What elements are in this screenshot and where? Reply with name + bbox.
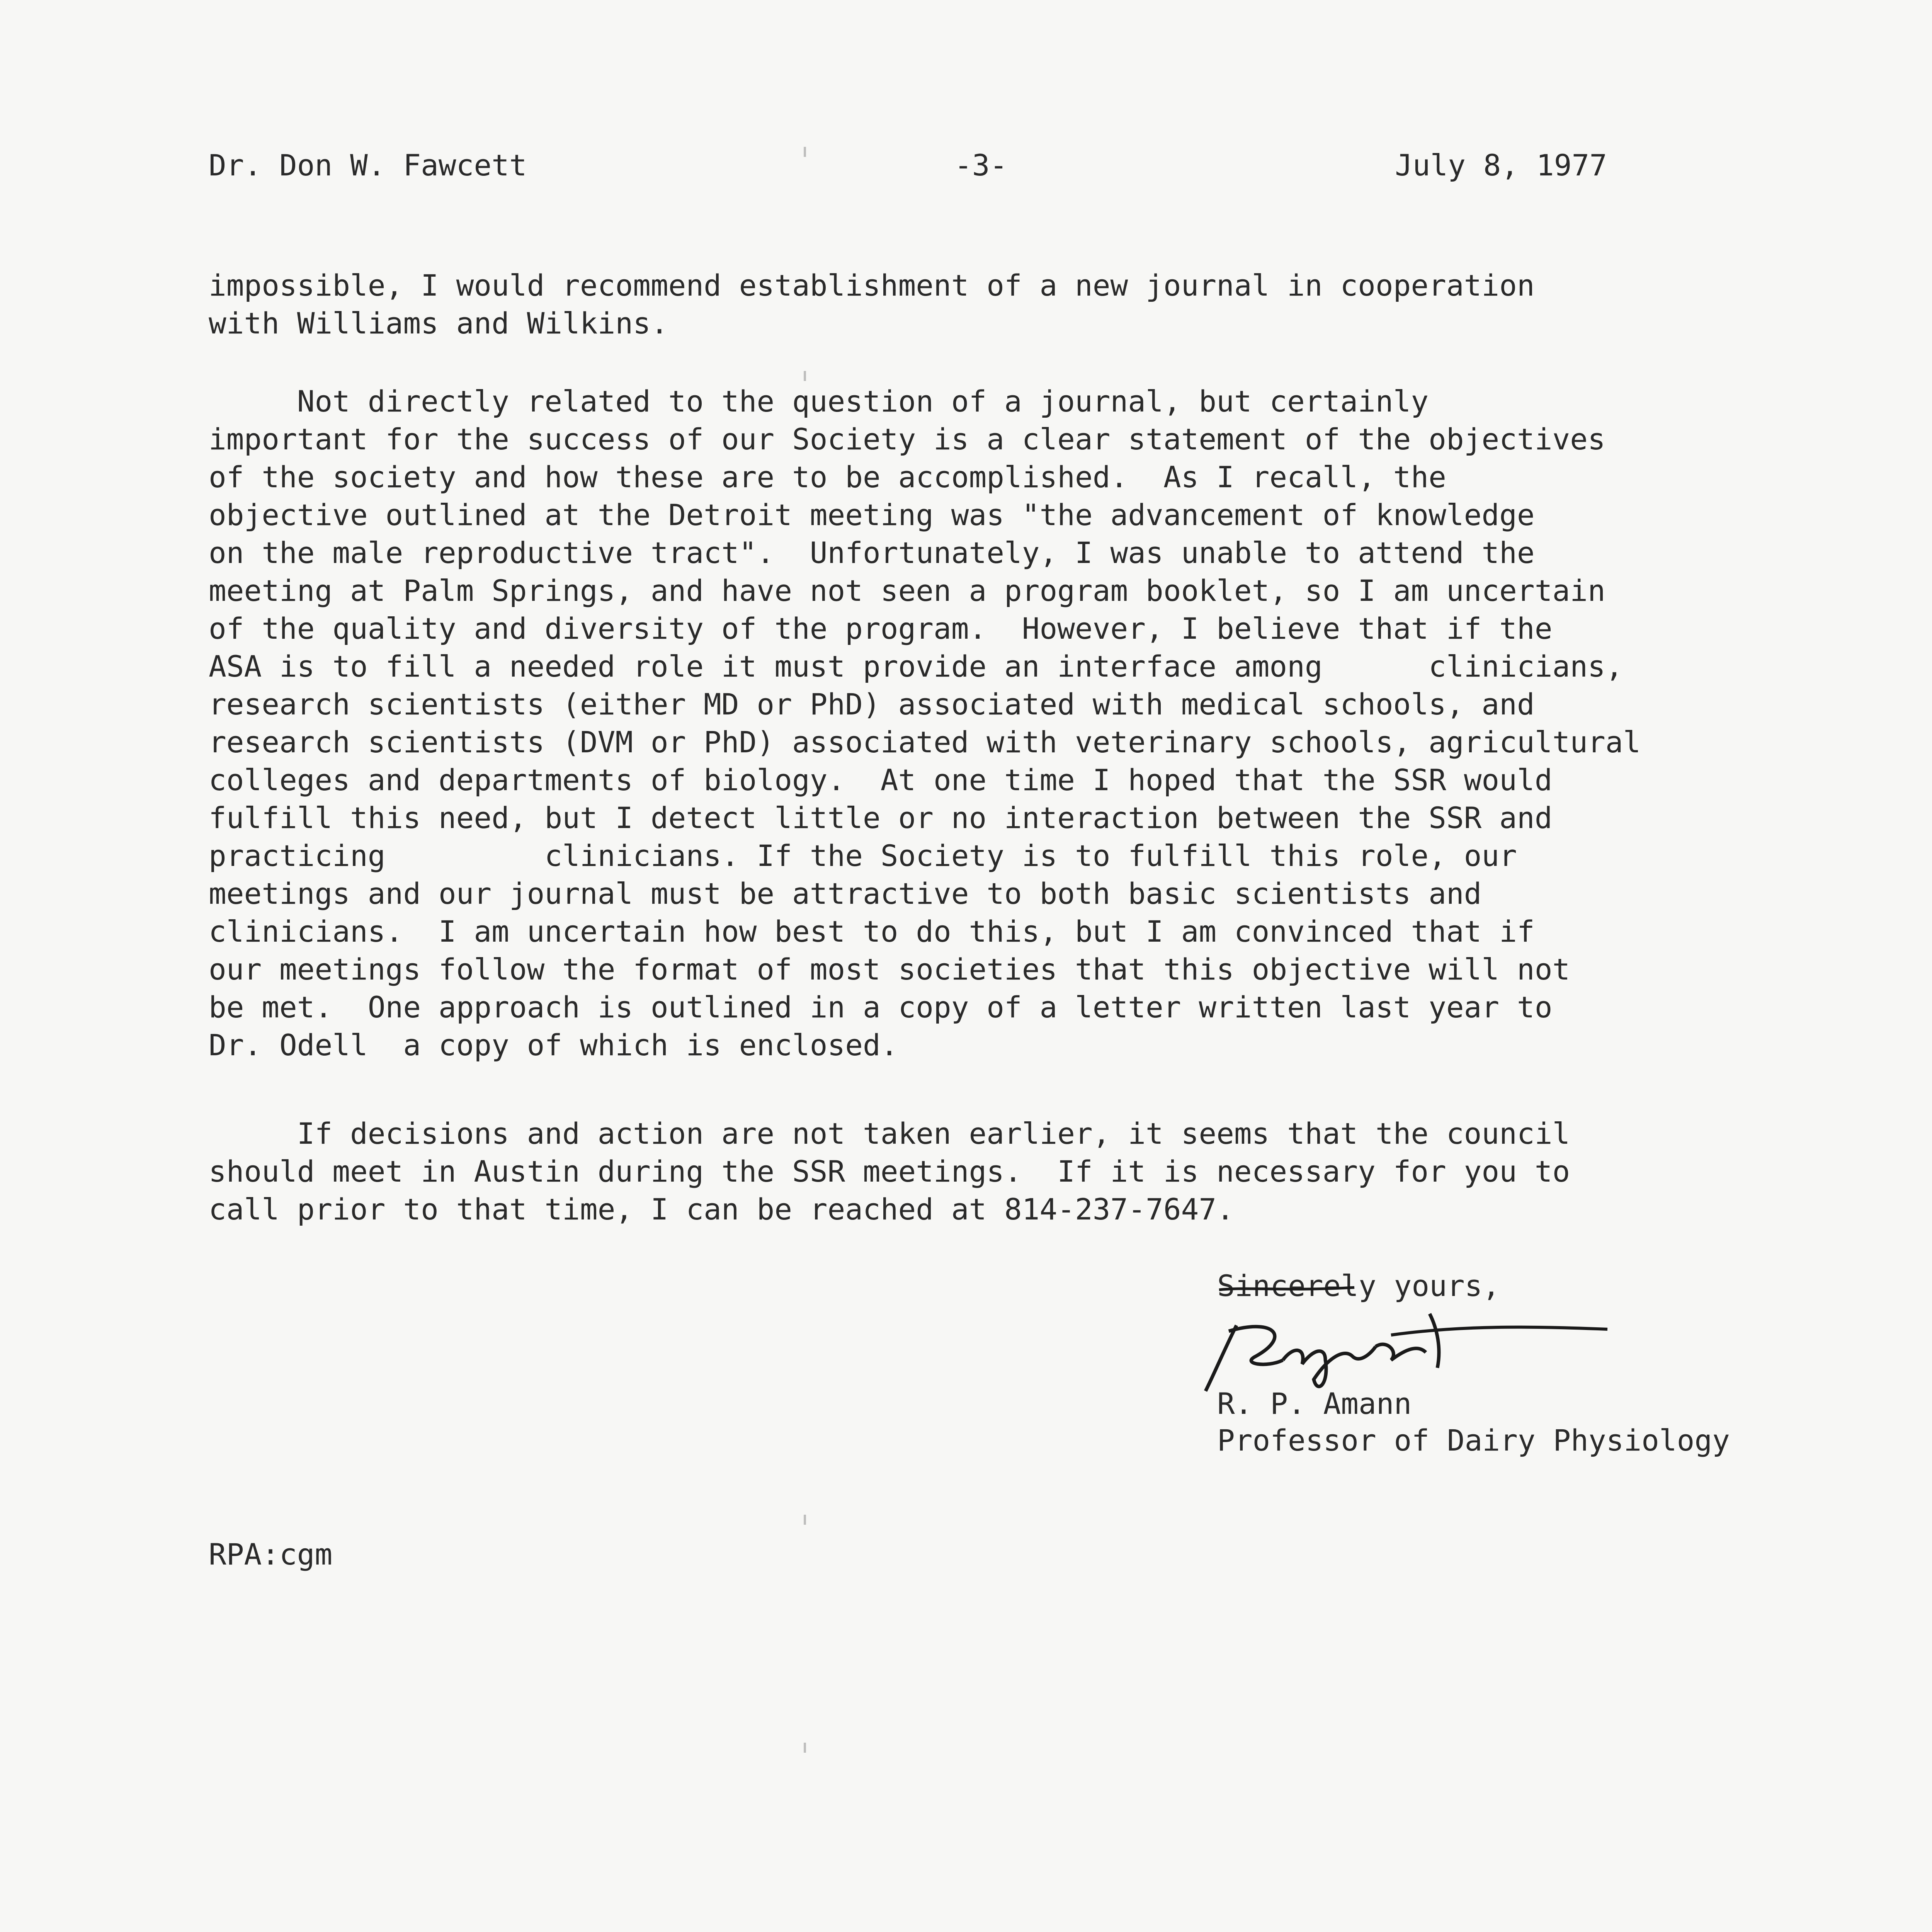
signer-title: Professor of Dairy Physiology [1217,1423,1730,1458]
header-date: July 8, 1977 [1395,148,1607,182]
body-paragraph-1: impossible, I would recommend establishment of a new journal in cooperation with Williams and Wilkins. [209,268,1535,340]
handwritten-signature [1190,1302,1615,1399]
closing-salutation: Sincerely yours, [1217,1269,1500,1303]
body-paragraph-3: If decisions and action are not taken earlier, it seems that the council should meet in Austin during the SSR meetings. If it is necessary for you to call prior to that time, I can be reached at 814-237-7647. [209,1116,1570,1226]
reference-initials: RPA:cgm [209,1537,333,1571]
scan-speck [804,147,806,157]
signer-name: R. P. Amann [1217,1386,1412,1421]
scan-speck [804,1515,806,1525]
header-recipient: Dr. Don W. Fawcett [209,148,527,182]
header-page-number: -3- [954,148,1008,182]
scan-speck [804,371,806,381]
scan-speck [804,1743,806,1753]
salutation-strikethrough-mark [1217,1283,1356,1294]
body-paragraph-2: Not directly related to the question of a journal, but certainly important for the success of our Society is a clear statement of the objectives of the society and how these are to be accomplished. As I recall, the objective outlined at the Detroit meeting was "the advancement of knowledge on the male reproductive tract". Unfortunately, I was unable to attend the meeting at Palm Springs, and have not seen a program booklet, so I am uncertain of the quality and diversity of the program. However, I believe that if the ASA is to fill a needed role it must provide an interface among clinicians, research scientists (either MD or PhD) associated with medical schools, and research scientists (DVM or PhD) associated with veterinary schools, agricultural colleges and departments of biology. At one time I hoped that the SSR would fulfill this need, but I detect little or no interaction between the SSR and practicing clinicians. If the Society is to fulfill this role, our meetings and our journal must be attractive to both basic scientists and clinicians. I am uncertain how best to do this, but I am convinced that if our meetings follow the format of most societies that this objective will not be met. One approach is outlined in a copy of a letter written last year to Dr. Odell a copy of which is enclosed. [209,384,1641,1062]
